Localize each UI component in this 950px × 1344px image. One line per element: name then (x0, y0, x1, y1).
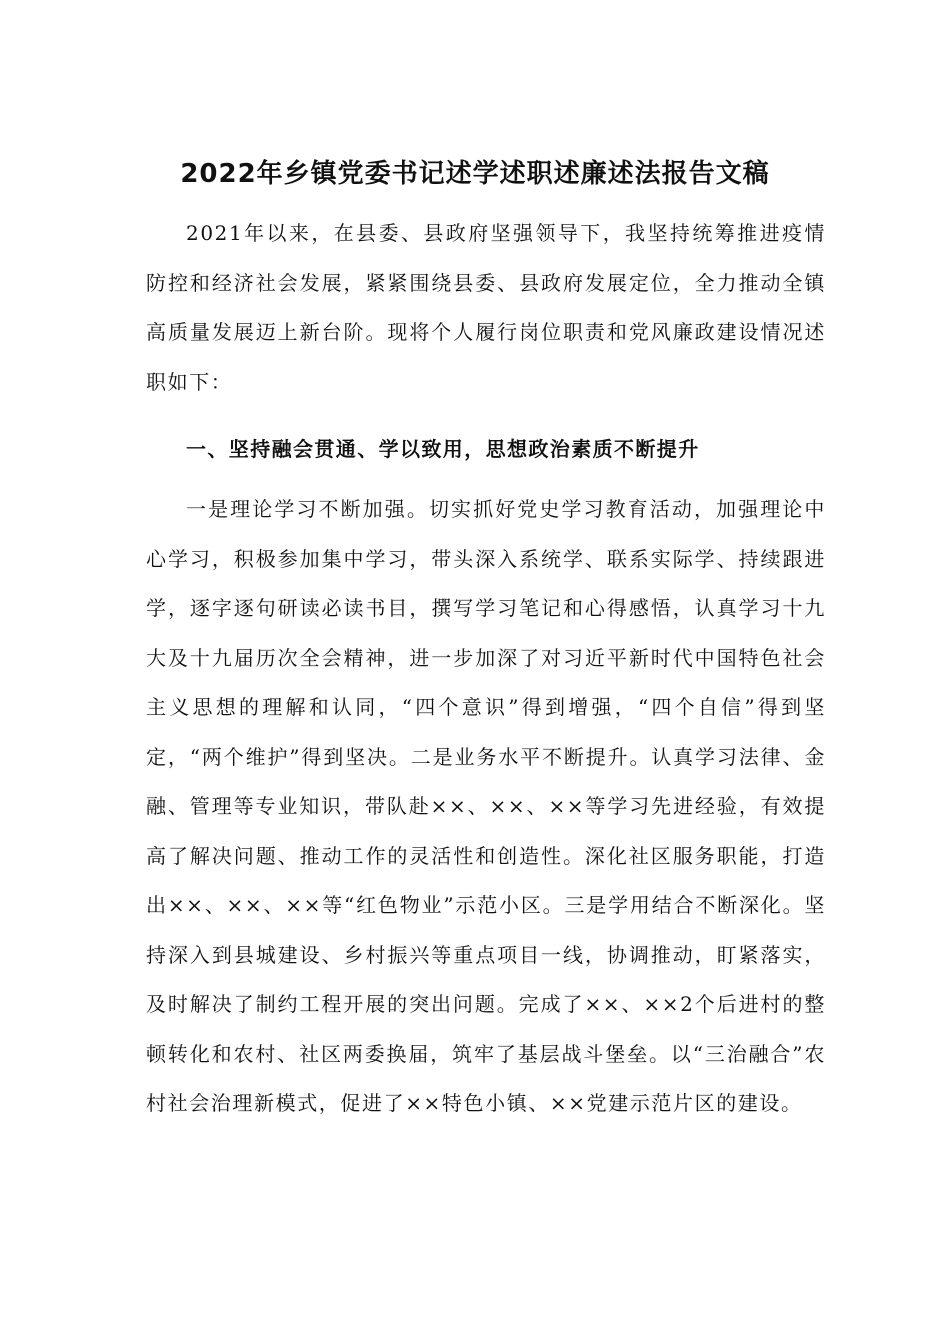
section-body-paragraph: 一是理论学习不断加强。切实抓好党史学习教育活动，加强理论中心学习，积极参加集中学习，带头深入系统学、联系实际学、持续跟进学，逐字逐句研读必读书目，撰写学习笔记和心得感悟，认真学习十九大及十九届历次全会精神，进一步加深了对习近平新时代中国特色社会主义思想的理解和认同，“四个意识”得到增强，“四个自信”得到坚定，“两个维护”得到坚决。二是业务水平不断提升。认真学习法律、金融、管理等专业知识，带队赴××、××、××等学习先进经验，有效提高了解决问题、推动工作的灵活性和创造性。深化社区服务职能，打造出××、××、××等“红色物业”示范小区。三是学用结合不断深化。坚持深入到县城建设、乡村振兴等重点项目一线，协调推动，盯紧落实，及时解决了制约工程开展的突出问题。完成了××、××2个后进村的整顿转化和农村、社区两委换届，筑牢了基层战斗堡垒。以“三治融合”农村社会治理新模式，促进了××特色小镇、××党建示范片区的建设。 (146, 497, 826, 1115)
document-title: 2022年乡镇党委书记述学述职述廉述法报告文稿 (180, 159, 770, 189)
intro-paragraph: 2021年以来，在县委、县政府坚强领导下，我坚持统筹推进疫情防控和经济社会发展，紧紧围绕县委、县政府发展定位，全力推动全镇高质量发展迈上新台阶。现将个人履行岗位职责和党风廉政建设情况述职如下： (146, 221, 826, 394)
section-heading: 一、坚持融会贯通、学以致用，思想政治素质不断提升 (186, 437, 700, 461)
